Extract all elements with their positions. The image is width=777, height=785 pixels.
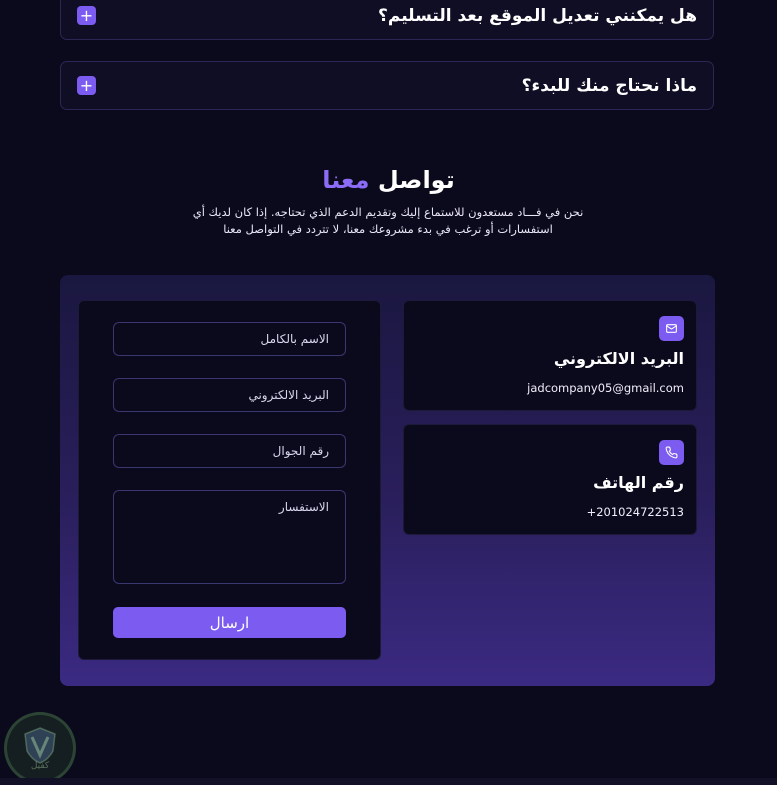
shield-icon	[20, 725, 60, 765]
phone-icon	[659, 440, 684, 465]
email-card	[403, 300, 697, 411]
faq-question: هل يمكنني تعديل الموقع بعد التسليم؟	[378, 5, 697, 26]
email-field[interactable]	[113, 378, 346, 412]
mail-icon	[659, 316, 684, 341]
faq-question: ماذا نحتاج منك للبدء؟	[521, 75, 697, 96]
phone-value[interactable]: +201024722513	[586, 505, 684, 519]
contact-subtitle: نحن في فـــاد مستعدون للاستماع إليك وتقديم الدعم الذي تحتاجه. إذا كان لديك أي استفسارات أو ترغب في بدء مشروعك معنا، لا تتردد في التواصل معنا	[192, 205, 584, 236]
plus-icon[interactable]: +	[77, 6, 96, 25]
bottom-bar	[0, 778, 777, 785]
phone-field[interactable]	[113, 434, 346, 468]
inquiry-placeholder: الاستفسار	[278, 500, 329, 514]
faq-item[interactable]	[60, 61, 714, 110]
phone-placeholder: رقم الجوال	[272, 444, 329, 458]
email-placeholder: البريد الالكتروني	[248, 388, 329, 402]
name-field[interactable]	[113, 322, 346, 356]
name-placeholder: الاسم بالكامل	[260, 332, 329, 346]
contact-title-accent: معنا	[322, 166, 370, 194]
watermark-logo	[4, 712, 76, 784]
watermark-text: كفيل	[30, 761, 50, 771]
phone-title: رقم الهاتف	[593, 473, 684, 492]
phone-card	[403, 424, 697, 535]
inquiry-field[interactable]	[113, 490, 346, 584]
faq-item[interactable]	[60, 0, 714, 40]
contact-title	[0, 166, 777, 194]
email-title: البريد الالكتروني	[553, 349, 684, 368]
email-value[interactable]: jadcompany05@gmail.com	[527, 381, 684, 395]
submit-button[interactable]: ارسال	[113, 607, 346, 638]
contact-title-main: تواصل	[377, 166, 455, 194]
plus-icon[interactable]: +	[77, 76, 96, 95]
